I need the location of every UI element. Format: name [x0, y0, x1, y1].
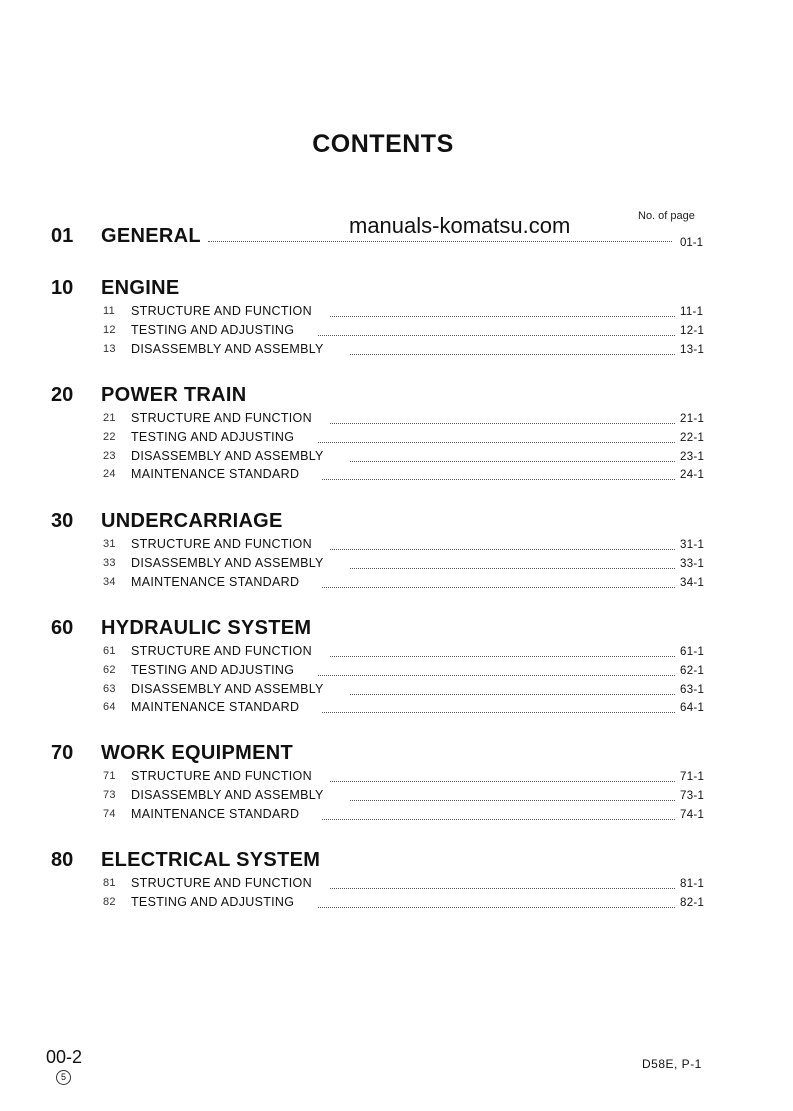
entry-page: 13-1	[680, 343, 705, 356]
entry-page: 81-1	[680, 878, 705, 890]
toc-entry[interactable]	[0, 429, 793, 448]
entry-title: STRUCTURE AND FUNCTION	[131, 304, 312, 318]
toc-entry[interactable]	[0, 768, 793, 787]
leader-dots	[350, 568, 675, 569]
entry-title: TESTING AND ADJUSTING	[131, 322, 295, 337]
entry-title: STRUCTURE AND FUNCTION	[131, 876, 312, 890]
entry-title: TESTING AND ADJUSTING	[131, 662, 295, 677]
entry-number: 11	[103, 305, 116, 317]
entry-number: 61	[103, 645, 116, 657]
leader-dots	[330, 888, 675, 889]
section-title: ELECTRICAL SYSTEM	[101, 849, 321, 871]
toc-entry[interactable]	[0, 322, 793, 341]
entry-page: 31-1	[680, 539, 705, 551]
entry-title: MAINTENANCE STANDARD	[131, 806, 300, 821]
entry-title: DISASSEMBLY AND ASSEMBLY	[131, 787, 324, 802]
entry-number: 24	[103, 468, 116, 481]
toc-entry[interactable]	[0, 894, 793, 913]
watermark: manuals-komatsu.com	[349, 213, 571, 238]
entry-number: 22	[103, 430, 116, 443]
leader-dots	[318, 335, 675, 336]
leader-dots	[322, 479, 675, 480]
entry-title: DISASSEMBLY AND ASSEMBLY	[131, 448, 324, 463]
page-title: CONTENTS	[312, 130, 454, 158]
entry-page: 23-1	[680, 450, 705, 463]
entry-page: 21-1	[680, 413, 705, 425]
leader-dots	[330, 549, 675, 550]
toc-section-engine	[0, 277, 793, 359]
entry-number: 74	[103, 807, 116, 820]
entry-number: 31	[103, 538, 116, 550]
section-page: 01-1	[680, 237, 704, 249]
toc-entry[interactable]	[0, 806, 793, 825]
toc-entry[interactable]	[0, 681, 793, 700]
entry-title: STRUCTURE AND FUNCTION	[131, 644, 312, 658]
toc-entry[interactable]	[0, 875, 793, 894]
leader-dots	[350, 694, 675, 695]
toc-entry[interactable]	[0, 574, 793, 593]
entry-page: 34-1	[680, 576, 705, 589]
section-number: 01	[51, 225, 74, 247]
section-number: 80	[51, 849, 74, 871]
entry-title: STRUCTURE AND FUNCTION	[131, 769, 312, 783]
entry-number: 62	[103, 663, 116, 676]
toc-section-work-equipment	[0, 742, 793, 824]
leader-dots	[330, 316, 675, 317]
entry-number: 81	[103, 877, 116, 889]
entry-number: 21	[103, 412, 116, 424]
section-title: UNDERCARRIAGE	[101, 510, 283, 532]
entry-number: 63	[103, 682, 116, 695]
footer-page-number: 00-2	[46, 1047, 83, 1067]
toc-section-undercarriage	[0, 510, 793, 592]
leader-dots	[318, 442, 675, 443]
leader-dots	[350, 354, 675, 355]
entry-page: 33-1	[680, 557, 705, 570]
no-of-page-label: No. of page	[638, 210, 695, 222]
toc-section-general	[0, 225, 793, 253]
leader-dots	[330, 656, 675, 657]
entry-title: MAINTENANCE STANDARD	[131, 574, 300, 589]
leader-dots	[322, 819, 675, 820]
toc-entry[interactable]	[0, 643, 793, 662]
entry-title: DISASSEMBLY AND ASSEMBLY	[131, 681, 324, 696]
entry-number: 82	[103, 895, 116, 908]
entry-page: 62-1	[680, 664, 705, 677]
entry-page: 22-1	[680, 431, 705, 444]
entry-number: 12	[103, 323, 116, 336]
entry-page: 11-1	[680, 306, 704, 318]
toc-entry[interactable]	[0, 536, 793, 555]
footer-model-ref: D58E, P-1	[642, 1057, 702, 1071]
section-number: 60	[51, 617, 74, 639]
section-number: 10	[51, 277, 74, 299]
entry-page: 71-1	[680, 771, 705, 783]
leader-dots	[330, 423, 675, 424]
entry-number: 73	[103, 788, 116, 801]
leader-dots	[318, 907, 675, 908]
toc-entry[interactable]	[0, 410, 793, 429]
toc-entry[interactable]	[0, 303, 793, 322]
entry-title: DISASSEMBLY AND ASSEMBLY	[131, 555, 324, 570]
entry-number: 33	[103, 556, 116, 569]
entry-number: 34	[103, 575, 116, 588]
leader-dots	[322, 712, 675, 713]
toc-entry[interactable]	[0, 448, 793, 467]
section-number: 20	[51, 384, 74, 406]
section-title: WORK EQUIPMENT	[101, 742, 293, 764]
section-title: POWER TRAIN	[101, 384, 247, 406]
section-title: ENGINE	[101, 277, 180, 299]
entry-title: MAINTENANCE STANDARD	[131, 700, 300, 715]
entry-page: 24-1	[680, 469, 705, 482]
entry-title: MAINTENANCE STANDARD	[131, 467, 300, 482]
revision-mark: 5	[56, 1070, 71, 1085]
toc-section-power-train	[0, 384, 793, 485]
entry-number: 13	[103, 342, 116, 355]
entry-number: 71	[103, 770, 116, 782]
entry-title: DISASSEMBLY AND ASSEMBLY	[131, 341, 324, 356]
entry-page: 63-1	[680, 683, 705, 696]
leader-dots	[322, 587, 675, 588]
entry-page: 12-1	[680, 324, 705, 337]
toc-entry[interactable]	[0, 699, 793, 718]
leader-dots	[350, 800, 675, 801]
section-title: GENERAL	[101, 225, 201, 247]
section-title: HYDRAULIC SYSTEM	[101, 617, 312, 639]
toc-entry[interactable]	[0, 341, 793, 360]
section-number: 30	[51, 510, 74, 532]
toc-entry[interactable]	[0, 662, 793, 681]
entry-page: 82-1	[680, 896, 705, 909]
entry-number: 64	[103, 701, 116, 714]
leader-dots	[330, 781, 675, 782]
entry-title: STRUCTURE AND FUNCTION	[131, 411, 312, 425]
entry-number: 23	[103, 449, 116, 462]
entry-page: 61-1	[680, 646, 705, 658]
entry-page: 73-1	[680, 789, 705, 802]
leader-dots	[350, 461, 675, 462]
toc-section-hydraulic-system	[0, 617, 793, 718]
entry-title: TESTING AND ADJUSTING	[131, 894, 295, 909]
leader-dots	[318, 675, 675, 676]
toc-entry[interactable]	[0, 787, 793, 806]
entry-page: 74-1	[680, 808, 705, 821]
toc-section-electrical-system	[0, 849, 793, 913]
toc-entry[interactable]	[0, 466, 793, 485]
toc-entry[interactable]	[0, 555, 793, 574]
entry-page: 64-1	[680, 702, 705, 715]
entry-title: STRUCTURE AND FUNCTION	[131, 537, 312, 551]
entry-title: TESTING AND ADJUSTING	[131, 429, 295, 444]
section-number: 70	[51, 742, 74, 764]
leader-dots	[208, 241, 672, 242]
